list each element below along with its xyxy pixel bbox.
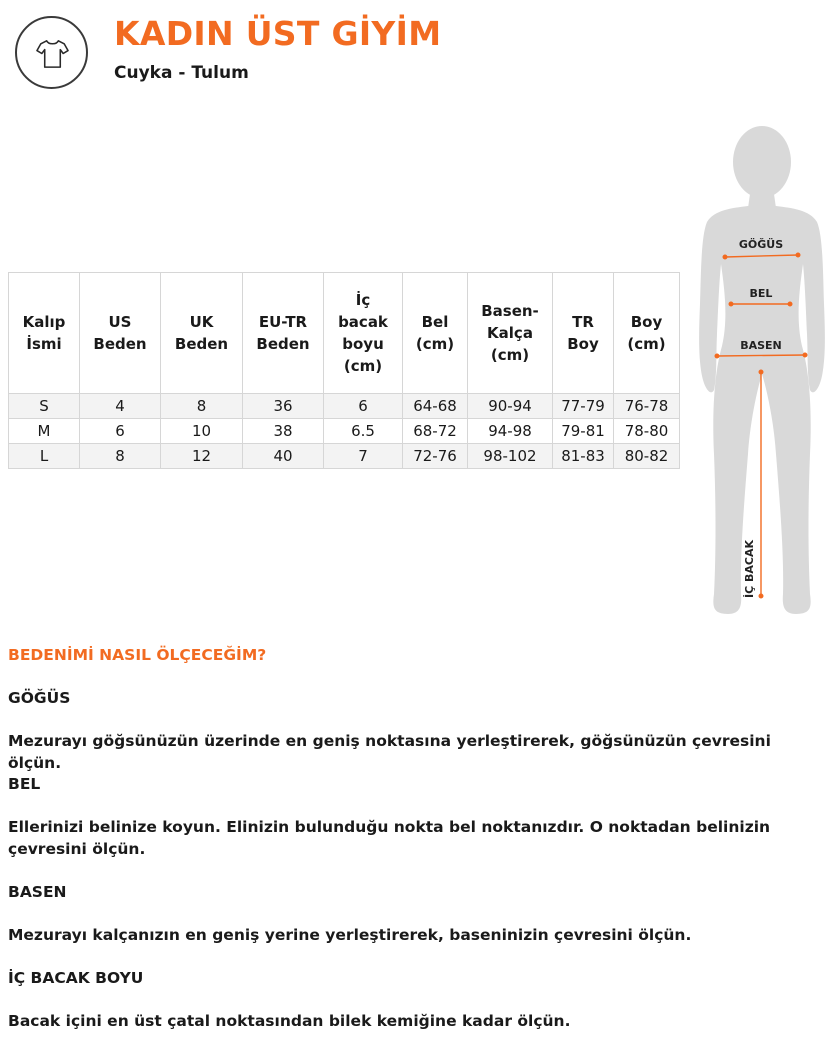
column-header-line: boyu bbox=[342, 335, 384, 353]
table-cell: 94-98 bbox=[468, 419, 553, 444]
column-header-line: (cm) bbox=[490, 346, 530, 364]
column-header bbox=[9, 273, 80, 394]
guide-section-text: Ellerinizi belinize koyun. Elinizin bulunduğu nokta bel noktanızdır. O noktadan belinizin çevresini ölçün. bbox=[8, 818, 771, 858]
size-table bbox=[8, 272, 680, 469]
column-header-line: TR bbox=[572, 313, 594, 331]
waist-label: BEL bbox=[749, 287, 773, 300]
column-header-line: (cm) bbox=[415, 335, 455, 353]
table-cell: 64-68 bbox=[403, 394, 468, 419]
column-header bbox=[614, 273, 680, 394]
page-title: KADIN ÜST GİYİM bbox=[114, 14, 442, 53]
column-header-line: EU-TR bbox=[258, 313, 308, 331]
table-cell: 80-82 bbox=[614, 444, 680, 469]
column-header-line: Boy bbox=[630, 313, 663, 331]
table-cell: 6.5 bbox=[324, 419, 403, 444]
table-cell: 6 bbox=[324, 394, 403, 419]
column-header-line: Beden bbox=[174, 335, 229, 353]
table-cell: 78-80 bbox=[614, 419, 680, 444]
column-header-line: Kalça bbox=[487, 324, 533, 342]
hip-label: BASEN bbox=[740, 339, 782, 352]
body-measurement-figure bbox=[692, 124, 832, 624]
table-cell: 68-72 bbox=[403, 419, 468, 444]
column-header-line: İç bbox=[355, 291, 371, 309]
product-name: Cuyka - Tulum bbox=[114, 63, 249, 83]
column-header-line: UK bbox=[189, 313, 214, 331]
guide-section-title: BASEN bbox=[8, 883, 67, 901]
category-badge bbox=[15, 16, 88, 89]
column-header-line: Beden bbox=[93, 335, 147, 353]
table-cell: L bbox=[9, 444, 80, 469]
column-header bbox=[80, 273, 161, 394]
tshirt-icon bbox=[35, 36, 70, 71]
table-cell: 79-81 bbox=[553, 419, 614, 444]
table-cell: 77-79 bbox=[553, 394, 614, 419]
column-header-line: bacak bbox=[338, 313, 388, 331]
table-cell: 36 bbox=[243, 394, 324, 419]
column-header bbox=[161, 273, 243, 394]
column-header-line: (cm) bbox=[627, 335, 666, 353]
column-header bbox=[468, 273, 553, 394]
table-cell: 12 bbox=[161, 444, 243, 469]
guide-section-text: Mezurayı kalçanızın en geniş yerine yerleştirerek, baseninizin çevresini ölçün. bbox=[8, 926, 692, 944]
column-header-line: İsmi bbox=[26, 335, 62, 353]
table-cell: 76-78 bbox=[614, 394, 680, 419]
measurement-guide bbox=[8, 644, 808, 1053]
guide-section-title: BEL bbox=[8, 775, 41, 793]
column-header-line: (cm) bbox=[343, 357, 383, 375]
column-header-line: Kalıp bbox=[22, 313, 66, 331]
table-cell: 8 bbox=[161, 394, 243, 419]
column-header-line: Beden bbox=[256, 335, 310, 353]
table-cell: 98-102 bbox=[468, 444, 553, 469]
table-cell: S bbox=[9, 394, 80, 419]
column-header-line: Bel bbox=[421, 313, 449, 331]
column-header bbox=[553, 273, 614, 394]
column-header-line: Basen- bbox=[481, 302, 539, 320]
guide-section-text: Mezurayı göğsünüzün üzerinde en geniş noktasına yerleştirerek, göğsünüzün çevresini ölçün. bbox=[8, 732, 771, 772]
table-cell: 7 bbox=[324, 444, 403, 469]
table-cell: 4 bbox=[80, 394, 161, 419]
table-header-row bbox=[9, 273, 680, 394]
table-cell: 38 bbox=[243, 419, 324, 444]
table-cell: 40 bbox=[243, 444, 324, 469]
table-cell: 90-94 bbox=[468, 394, 553, 419]
guide-heading: BEDENİMİ NASIL ÖLÇECEĞİM? bbox=[8, 646, 267, 664]
table-cell: 8 bbox=[80, 444, 161, 469]
column-header bbox=[403, 273, 468, 394]
column-header-line: Boy bbox=[567, 335, 599, 353]
guide-section-text: Bacak içini en üst çatal noktasından bilek kemiğine kadar ölçün. bbox=[8, 1012, 571, 1030]
inseam-measure-line bbox=[759, 370, 763, 598]
inseam-label: İÇ BACAK bbox=[743, 539, 756, 599]
guide-section-title: İÇ BACAK BOYU bbox=[8, 969, 144, 987]
table-row bbox=[9, 419, 680, 444]
table-cell: 72-76 bbox=[403, 444, 468, 469]
table-row bbox=[9, 444, 680, 469]
column-header bbox=[243, 273, 324, 394]
table-cell: 6 bbox=[80, 419, 161, 444]
guide-section-title: GÖĞÜS bbox=[8, 689, 71, 707]
table-cell: M bbox=[9, 419, 80, 444]
table-cell: 81-83 bbox=[553, 444, 614, 469]
table-cell: 10 bbox=[161, 419, 243, 444]
table-row bbox=[9, 394, 680, 419]
column-header bbox=[324, 273, 403, 394]
chest-label: GÖĞÜS bbox=[738, 238, 784, 251]
column-header-line: US bbox=[108, 313, 132, 331]
